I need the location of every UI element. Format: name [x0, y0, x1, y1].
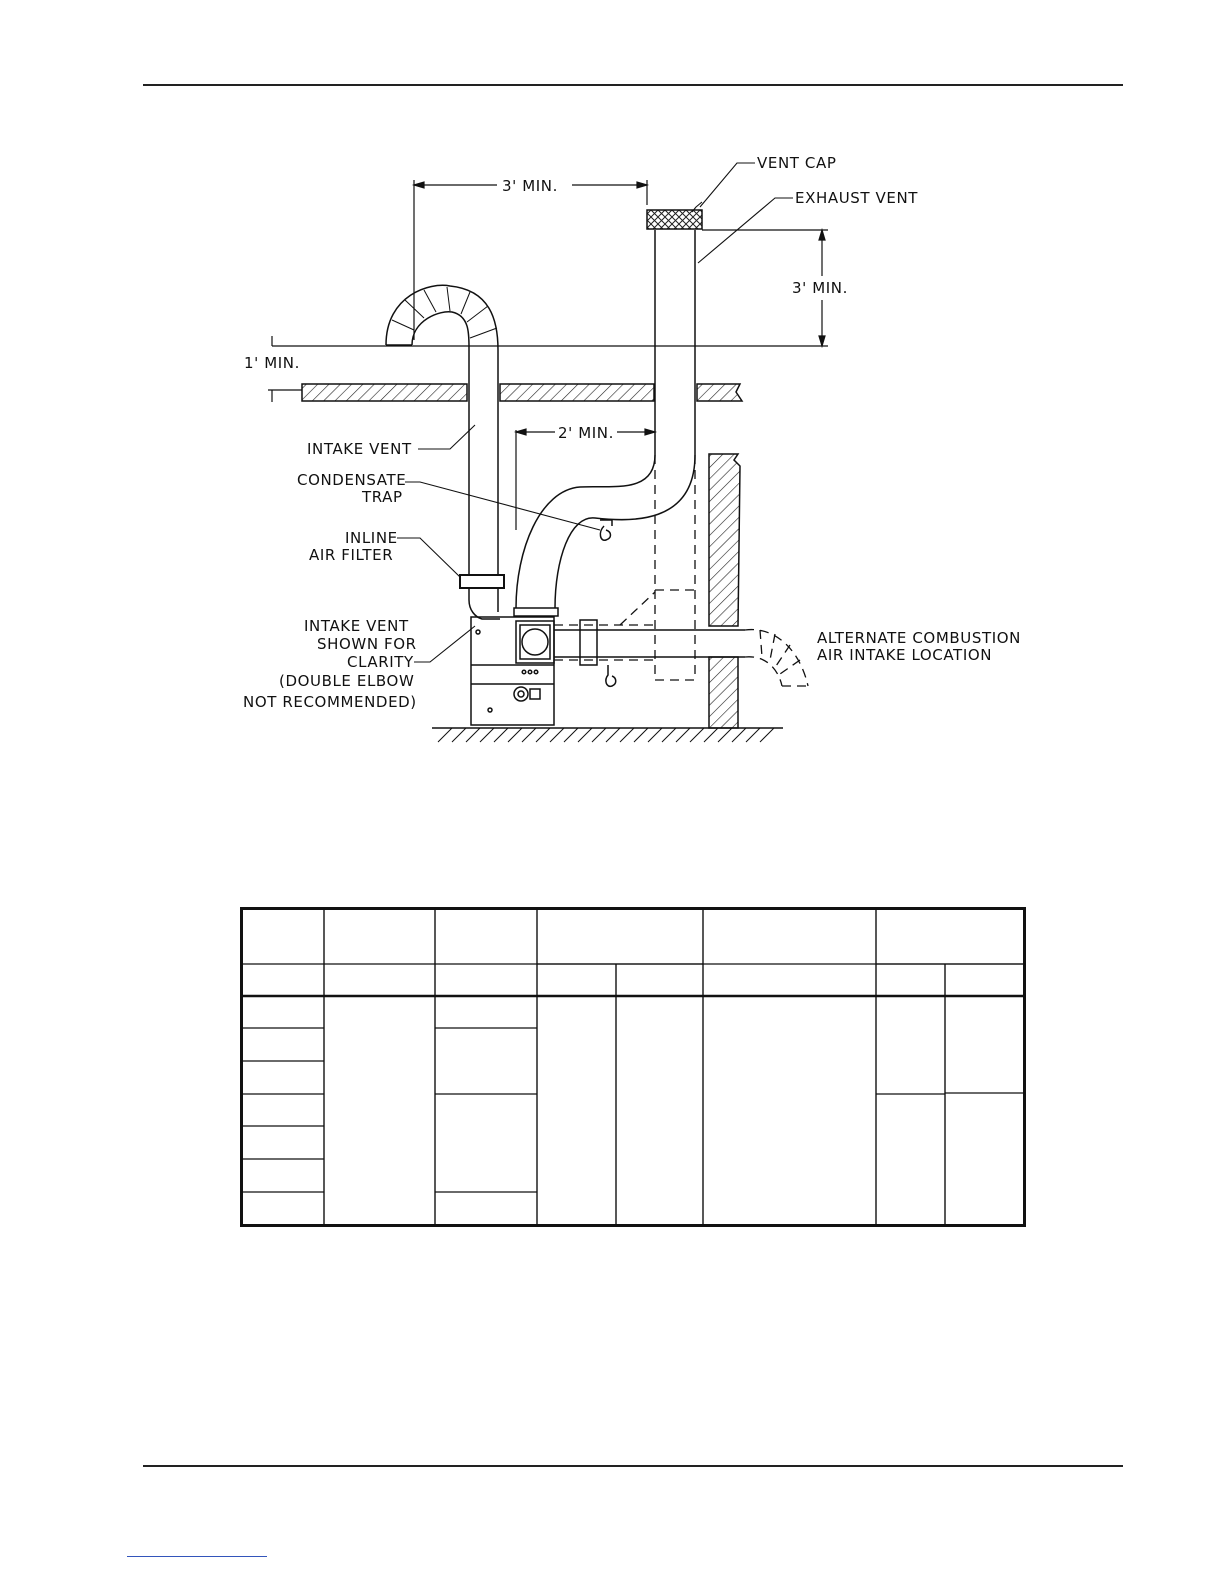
footer-link-underline[interactable] [127, 1556, 267, 1557]
label-2min: 2' MIN. [558, 424, 614, 442]
table-row-lines [241, 1028, 1025, 1192]
vent-cap [647, 210, 702, 229]
label-alternate-1: ALTERNATE COMBUSTION [817, 629, 1021, 647]
table-frame [242, 909, 1025, 1226]
horizontal-trap-icon [606, 665, 616, 686]
spec-table [240, 907, 1026, 1227]
label-condensate: CONDENSATE [297, 471, 407, 489]
label-intake-shown-1: INTAKE VENT [304, 617, 409, 635]
label-3min-top: 3' MIN. [502, 177, 558, 195]
label-exhaust-vent: EXHAUST VENT [795, 189, 919, 207]
label-1min: 1' MIN. [244, 354, 300, 372]
roof-slab-left [302, 384, 467, 401]
inline-air-filter [460, 575, 504, 588]
alternate-intake-path [554, 455, 808, 686]
exhaust-offset-inner [555, 455, 695, 608]
label-air-filter: AIR FILTER [309, 546, 394, 564]
footer-rule [143, 1465, 1123, 1467]
intake-elbow [469, 600, 500, 619]
roof-slab-right [697, 384, 742, 401]
horizontal-coupling [580, 620, 597, 665]
label-inline: INLINE [345, 529, 398, 547]
label-intake-shown-3: CLARITY [347, 653, 414, 671]
side-wall-upper [709, 454, 740, 626]
intake-bend-outer [386, 285, 498, 350]
roof-slab-middle [500, 384, 654, 401]
floor-hatch [438, 728, 774, 742]
table-column-lines [324, 908, 945, 1225]
label-intake-shown-4: (DOUBLE ELBOW [279, 672, 415, 690]
label-3min-right: 3' MIN. [792, 279, 848, 297]
dim-3min-top [414, 180, 647, 340]
exhaust-collar [514, 608, 558, 616]
intake-bend-inner [412, 312, 469, 350]
dim-2min [516, 429, 655, 530]
label-intake-vent: INTAKE VENT [307, 440, 412, 458]
condensate-trap-icon [600, 520, 612, 540]
side-wall-lower [709, 657, 738, 728]
label-intake-shown-5: NOT RECOMMENDED) [243, 693, 417, 711]
label-trap: TRAP [362, 488, 403, 506]
furnace-cabinet [471, 617, 554, 725]
dim-3min-right [272, 230, 828, 346]
label-intake-shown-2: SHOWN FOR [317, 635, 417, 653]
gas-valve-icon [514, 687, 528, 701]
label-vent-cap: VENT CAP [757, 154, 837, 172]
exhaust-offset-outer [516, 455, 655, 608]
label-alternate-2: AIR INTAKE LOCATION [817, 646, 993, 664]
